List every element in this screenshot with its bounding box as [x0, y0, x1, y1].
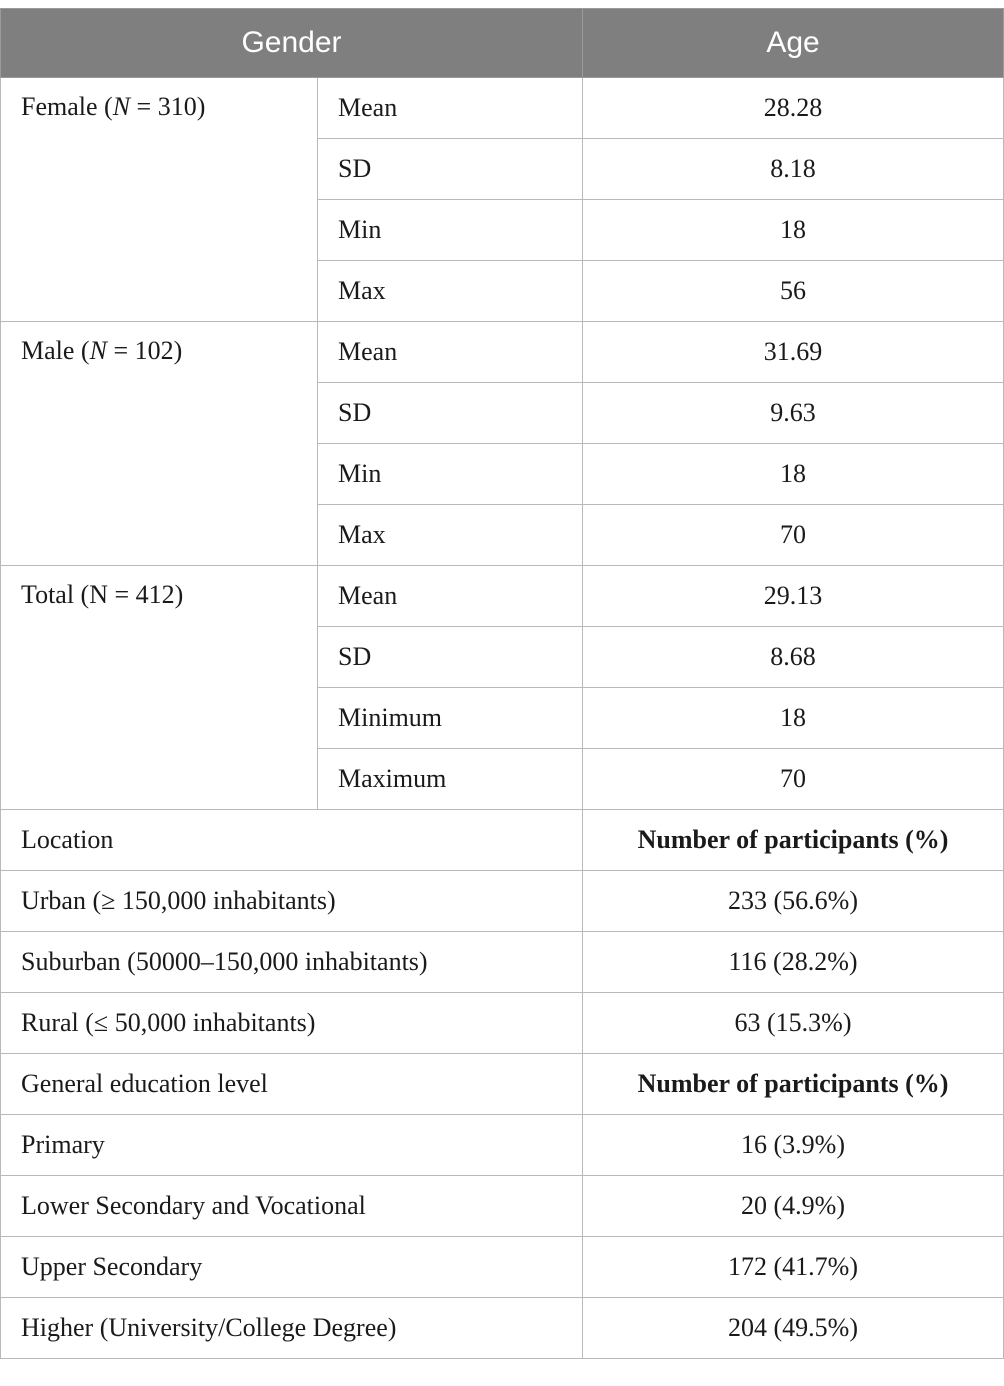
table-row	[1, 871, 1004, 932]
stat-label: Mean	[318, 566, 583, 627]
table-row	[1, 1237, 1004, 1298]
education-row-value: 204 (49.5%)	[583, 1298, 1004, 1359]
education-row-value: 16 (3.9%)	[583, 1115, 1004, 1176]
stat-value: 18	[583, 688, 1004, 749]
stat-label: Max	[318, 261, 583, 322]
stat-value: 70	[583, 749, 1004, 810]
location-row-value: 63 (15.3%)	[583, 993, 1004, 1054]
stat-value: 28.28	[583, 78, 1004, 139]
stat-label: Mean	[318, 78, 583, 139]
section-header-row	[1, 1054, 1004, 1115]
stat-value: 9.63	[583, 383, 1004, 444]
education-count-header: Number of participants (%)	[583, 1054, 1004, 1115]
education-label: General education level	[1, 1054, 583, 1115]
header-age: Age	[583, 9, 1004, 78]
table-row	[1, 1176, 1004, 1237]
education-row-label: Upper Secondary	[1, 1237, 583, 1298]
education-row-label: Lower Secondary and Vocational	[1, 1176, 583, 1237]
stat-label: Max	[318, 505, 583, 566]
stat-label: SD	[318, 139, 583, 200]
stat-value: 18	[583, 444, 1004, 505]
location-row-label: Rural (≤ 50,000 inhabitants)	[1, 993, 583, 1054]
location-row-label: Urban (≥ 150,000 inhabitants)	[1, 871, 583, 932]
location-label: Location	[1, 810, 583, 871]
location-row-value: 233 (56.6%)	[583, 871, 1004, 932]
education-row-value: 20 (4.9%)	[583, 1176, 1004, 1237]
stat-label: Min	[318, 200, 583, 261]
table-row	[1, 566, 1004, 627]
table-row	[1, 78, 1004, 139]
table-row	[1, 1115, 1004, 1176]
stat-value: 70	[583, 505, 1004, 566]
table-row	[1, 993, 1004, 1054]
stat-label: Mean	[318, 322, 583, 383]
stat-label: Min	[318, 444, 583, 505]
stat-label: SD	[318, 627, 583, 688]
section-header-row	[1, 810, 1004, 871]
location-count-header: Number of participants (%)	[583, 810, 1004, 871]
education-row-label: Higher (University/College Degree)	[1, 1298, 583, 1359]
stat-value: 8.18	[583, 139, 1004, 200]
table-row	[1, 322, 1004, 383]
table-row	[1, 1298, 1004, 1359]
stat-value: 8.68	[583, 627, 1004, 688]
header-gender: Gender	[1, 9, 583, 78]
stat-value: 29.13	[583, 566, 1004, 627]
group-label-total: Total (N = 412)	[1, 566, 318, 810]
demographics-table	[0, 8, 1004, 1359]
group-label-female: Female (N = 310)	[1, 78, 318, 322]
location-row-value: 116 (28.2%)	[583, 932, 1004, 993]
stat-label: Minimum	[318, 688, 583, 749]
stat-value: 18	[583, 200, 1004, 261]
education-row-label: Primary	[1, 1115, 583, 1176]
group-label-male: Male (N = 102)	[1, 322, 318, 566]
stat-label: Maximum	[318, 749, 583, 810]
stat-label: SD	[318, 383, 583, 444]
stat-value: 31.69	[583, 322, 1004, 383]
location-row-label: Suburban (50000–150,000 inhabitants)	[1, 932, 583, 993]
education-row-value: 172 (41.7%)	[583, 1237, 1004, 1298]
table-row	[1, 932, 1004, 993]
header-row	[1, 9, 1004, 78]
stat-value: 56	[583, 261, 1004, 322]
